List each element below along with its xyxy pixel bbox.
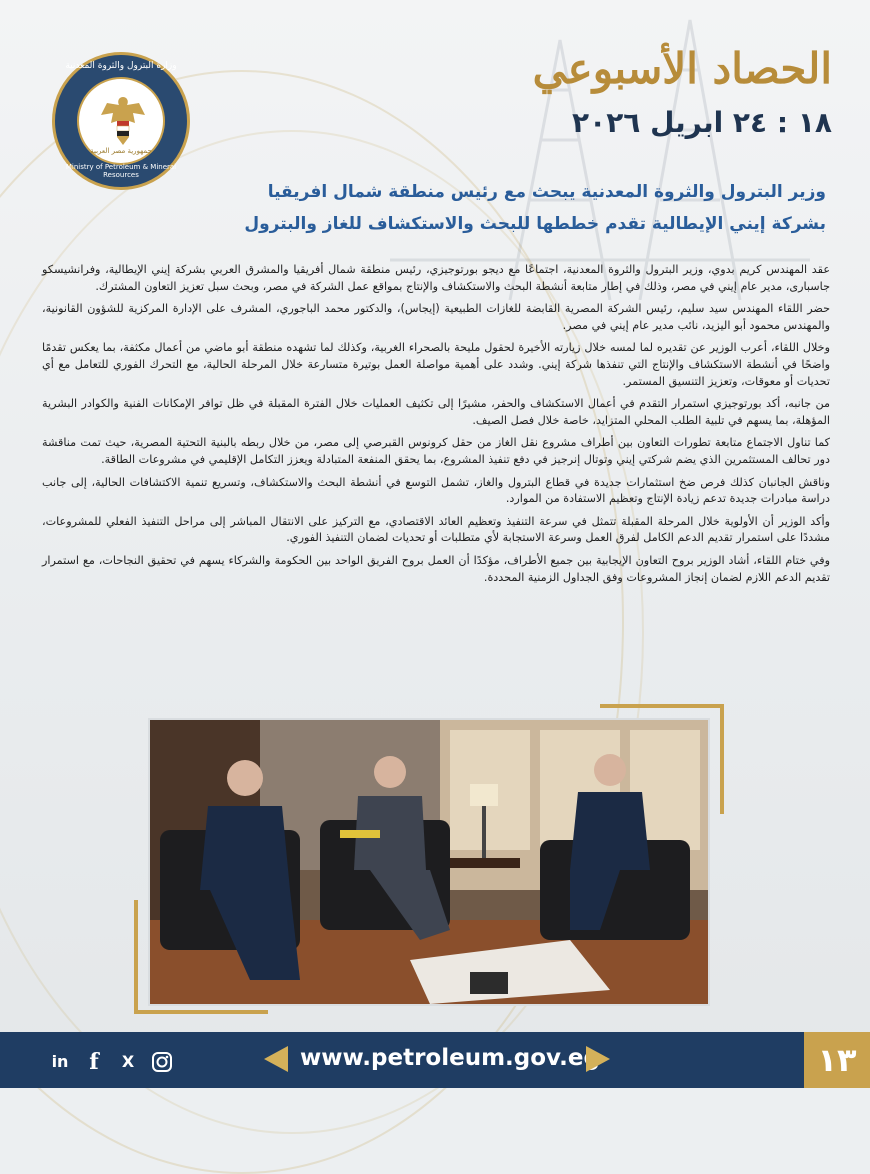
logo-emblem <box>77 77 165 165</box>
next-arrow-icon[interactable] <box>586 1046 610 1072</box>
date-range: ١٨ : ٢٤ ابريل ٢٠٢٦ <box>572 106 832 139</box>
x-twitter-icon[interactable]: X <box>121 1052 135 1071</box>
logo-caption: جمهورية مصر العربية <box>90 147 152 155</box>
paragraph: كما تناول الاجتماع متابعة تطورات التعاون بين أطراف مشروع نقل الغاز من حقل كرونوس القبرصي إلى مصر، من خلال ربطه بالبنية التحتية المصرية، حيث تمت مناقشة دور تحالف المستثمرين الذي يضم شركتي إيني وتوتال إنرجيز في دفع تنفيذ المشروع، بما يحقق المنفعة المتبادلة ويعزز التكامل الإقليمي في مشروعات الطاقة. <box>42 436 830 466</box>
paragraph: وخلال اللقاء، أعرب الوزير عن تقديره لما لمسه خلال زيارته الأخيرة لحقول مليحة بالصحراء الغربية، وكذلك لما تشهده منطقة أبو ماضي من أعمال مكثفة، بما يعكس تقدمًا واضحًا في أنشطة الاستكشاف والإنتاج التي تنفذها شركة إيني. وشدد على أهمية مواصلة العمل بوتيرة متسارعة خلال المرحلة الحالية، مع التحرك الفوري للتعامل مع أي تحديات أو معوقات، وتعزيز التنسيق المستمر. <box>42 341 830 388</box>
article-body <box>42 262 830 592</box>
article-headline <box>226 176 826 240</box>
headline-line-2: بشركة إيني الإيطالية تقدم خططها للبحث والاستكشاف للغاز والبترول <box>244 214 826 234</box>
previous-arrow-icon[interactable] <box>264 1046 288 1072</box>
paragraph: وفي ختام اللقاء، أشاد الوزير بروح التعاون الإيجابية بين جميع الأطراف، مؤكدًا أن العمل بروح الفريق الواحد بين الحكومة والشركاء يسهم في تحقيق النجاحات، مع استمرار تقديم الدعم اللازم لضمان إنجاز المشروعات وفق الجداول الزمنية المحددة. <box>42 553 830 584</box>
page-number: ١٣ <box>804 1032 870 1088</box>
meeting-photo <box>150 720 708 1004</box>
linkedin-icon[interactable]: in <box>51 1052 69 1071</box>
paragraph: عقد المهندس كريم بدوي، وزير البترول والثروة المعدنية، اجتماعًا مع ديجو بورتوجيزي، رئيس منطقة شمال أفريقيا والمشرق العربي بشركة إيني الإيطالية، وفرانشيسكو جاسبارى، مدير عام إيني في مصر، وذلك في إطار متابعة أنشطة البحث والاستكشاف والإنتاج بمواقع عمل الشركة في مصر، وبحث سبل تعزيز التعاون المشترك. <box>42 263 830 293</box>
logo-english-text: Ministry of Petroleum & Mineral Resources <box>65 163 177 179</box>
frame-accent <box>134 900 138 1014</box>
frame-accent <box>134 1010 268 1014</box>
page-title: الحصاد الأسبوعي <box>532 44 832 93</box>
instagram-icon[interactable] <box>150 1050 174 1074</box>
paragraph: وأكد الوزير أن الأولوية خلال المرحلة المقبلة تتمثل في سرعة التنفيذ وتعظيم العائد الاقتصادي، مع التركيز على الانتقال المباشر إلى مراحل التنفيذ الفعلي للمشروعات، مشددًا على استمرار تقديم الدعم الكامل لفرق العمل وسرعة الاستجابة لأي متطلبات أو تحديات لضمان التنفيذ الفوري. <box>42 514 830 545</box>
paragraph: من جانبه، أكد بورتوجيزي استمرار التقدم في أعمال الاستكشاف والحفر، مشيرًا إلى تكثيف العمليات خلال الفترة المقبلة في ظل توافر الإمكانات الفنية والكوادر البشرية المؤهلة، بما يسهم في تلبية الطلب المحلي المتزايد، خاصة خلال فصل الصيف. <box>42 397 830 427</box>
logo-arabic-text: وزارة البترول والثروة المعدنية <box>65 61 177 71</box>
paragraph: حضر اللقاء المهندس سيد سليم، رئيس الشركة المصرية القابضة للغازات الطبيعية (إيجاس)، والدكتور محمد الباجوري، المشرف على الإدارة المركزية للشؤون القانونية، والمهندس محمود أبو اليزيد، نائب مدير عام إيني في مصر. <box>42 302 830 332</box>
ministry-logo <box>52 52 190 190</box>
paragraph: وناقش الجانبان كذلك فرص ضخ استثمارات جديدة في قطاع البترول والغاز، تشمل التوسع في أنشطة البحث والاستكشاف، وتسريع تنمية الاكتشافات الحالية، إلى جانب دراسة مبادرات جديدة تدعم زيادة الإنتاج وتعظيم الاستفادة من الموارد. <box>42 475 830 506</box>
frame-accent <box>600 704 724 708</box>
website-link[interactable]: www.petroleum.gov.eg <box>300 1045 600 1071</box>
headline-line-1: وزير البترول والثروة المعدنية يبحث مع رئيس منطقة شمال افريقيا <box>267 182 826 202</box>
facebook-icon[interactable]: f <box>89 1049 99 1075</box>
eagle-icon <box>97 93 149 153</box>
frame-accent <box>720 704 724 814</box>
